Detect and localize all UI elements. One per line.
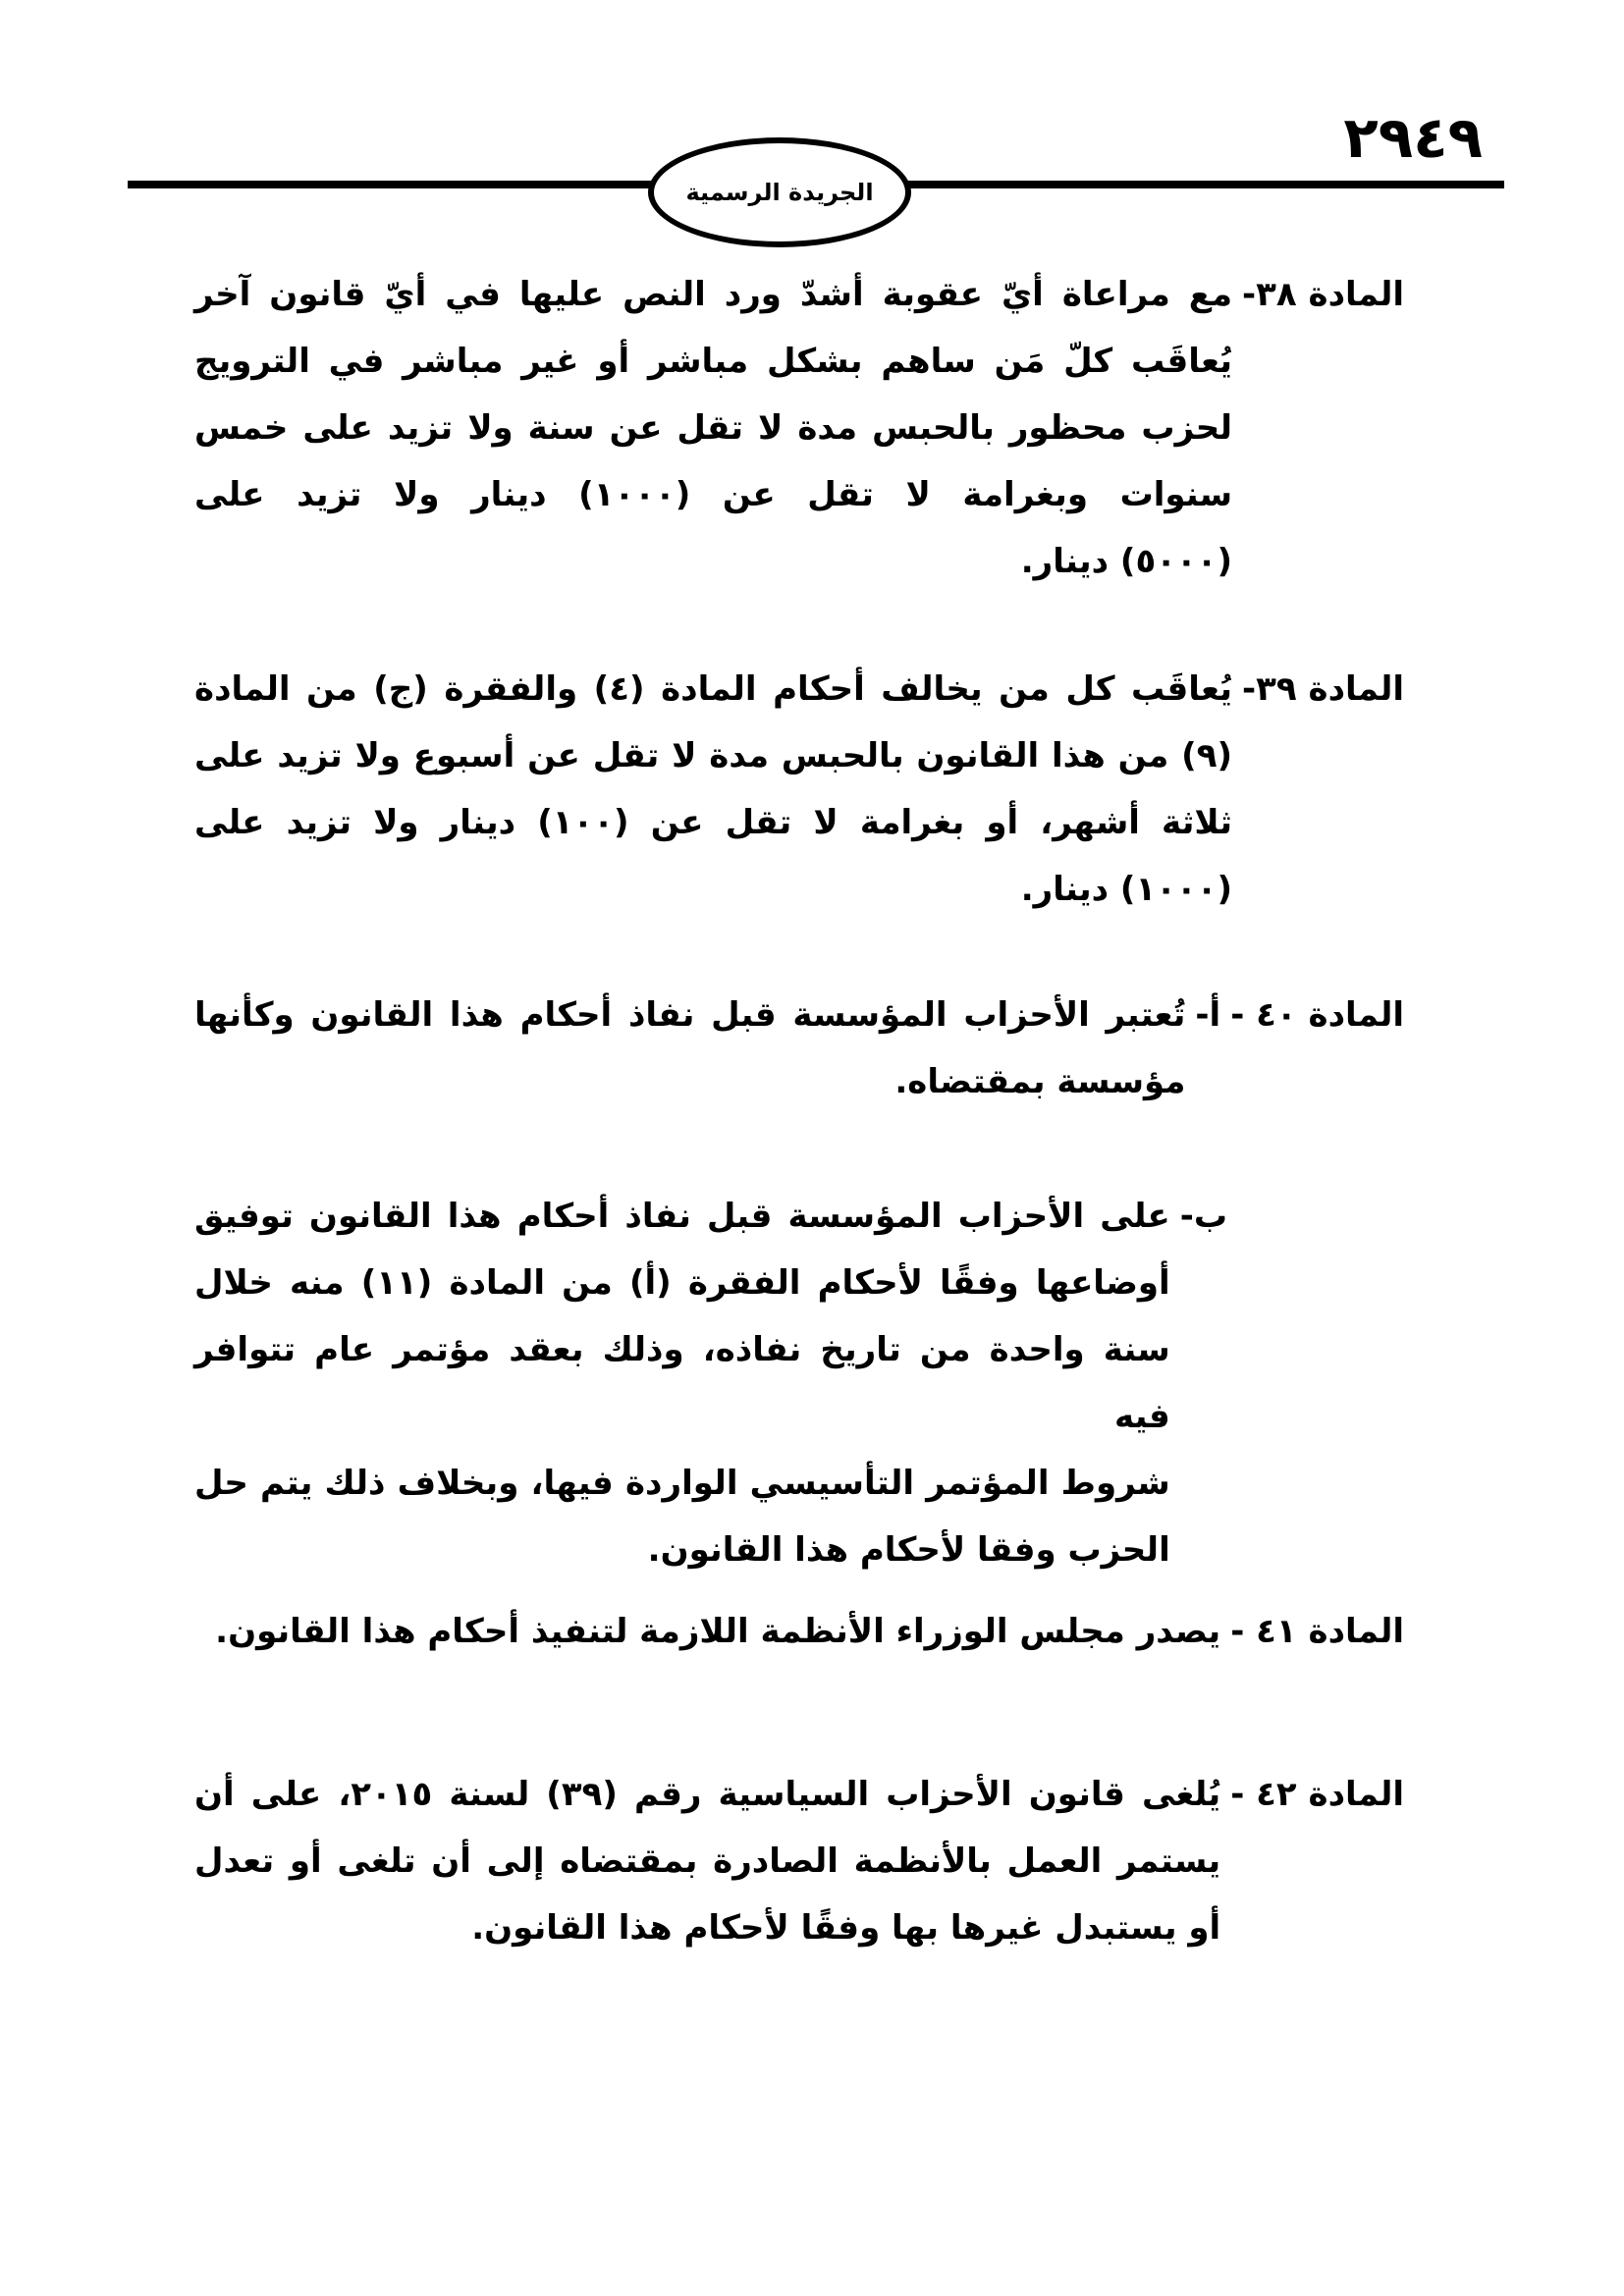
subsection-a (194, 982, 1220, 1115)
article-line: على الأحزاب المؤسسة قبل نفاذ أحكام هذا القانون توفيق (194, 1197, 1170, 1236)
article-label: المادة ٣٩- (1242, 669, 1404, 709)
article-label: المادة ٤٠ - (1230, 995, 1404, 1035)
article-39 (194, 656, 1404, 923)
article-line: (١٠٠٠) دينار. (1020, 870, 1233, 909)
article-40-b (194, 1183, 1227, 1583)
article-line: سنوات وبغرامة لا تقل عن (١٠٠٠) دينار ولا تزيد على (194, 475, 1233, 514)
article-body (194, 1761, 1220, 1961)
article-line: لحزب محظور بالحبس مدة لا تقل عن سنة ولا تزيد على خمس (194, 408, 1233, 448)
article-line: أو يستبدل غيرها بها وفقًا لأحكام هذا القانون. (471, 1908, 1221, 1948)
article-line: يُعاقَب كلّ مَن ساهم بشكل مباشر أو غير مباشر في الترويج (194, 342, 1233, 381)
article-line: مع مراعاة أيّ عقوبة أشدّ ورد النص عليها في أيّ قانون آخر (194, 275, 1233, 314)
article-line: أوضاعها وفقًا لأحكام الفقرة (أ) من المادة (١١) منه خلال (194, 1263, 1170, 1303)
article-line: تُعتبر الأحزاب المؤسسة قبل نفاذ أحكام هذا القانون وكأنها (194, 995, 1186, 1035)
article-label: المادة ٤٢ - (1230, 1775, 1404, 1814)
article-line: شروط المؤتمر التأسيسي الواردة فيها، وبخلاف ذلك يتم حل (194, 1464, 1170, 1503)
subsection-label: ب- (1179, 1197, 1227, 1236)
article-40 (194, 982, 1404, 1115)
article-line: يُلغى قانون الأحزاب السياسية رقم (٣٩) لسنة ٢٠١٥، على أن (194, 1775, 1221, 1814)
article-body (194, 656, 1232, 923)
subsection-label: أ- (1195, 995, 1221, 1035)
gazette-title-oval (648, 137, 911, 247)
article-body (194, 982, 1220, 1115)
subsection-body (194, 1183, 1170, 1583)
article-line: الحزب وفقا لأحكام هذا القانون. (647, 1530, 1170, 1570)
article-line: (٥٠٠٠) دينار. (1020, 542, 1233, 581)
gazette-title: الجريدة الرسمية (685, 179, 874, 206)
article-38 (194, 261, 1404, 595)
article-line: ثلاثة أشهر، أو بغرامة لا تقل عن (١٠٠) دينار ولا تزيد على (194, 803, 1233, 842)
subsection-b (194, 1183, 1227, 1583)
article-body (194, 261, 1232, 595)
article-line: يُعاقَب كل من يخالف أحكام المادة (٤) والفقرة (ج) من المادة (194, 669, 1233, 709)
article-label: المادة ٤١ - (1230, 1612, 1404, 1651)
subsection-body (194, 982, 1185, 1115)
article-line: (٩) من هذا القانون بالحبس مدة لا تقل عن أسبوع ولا تزيد على (194, 736, 1233, 775)
article-41 (194, 1598, 1404, 1665)
article-42 (194, 1761, 1404, 1961)
article-line: مؤسسة بمقتضاه. (894, 1062, 1186, 1101)
article-line: يستمر العمل بالأنظمة الصادرة بمقتضاه إلى أن تلغى أو تعدل (194, 1842, 1221, 1881)
article-label: المادة ٣٨- (1242, 275, 1404, 314)
article-body: يصدر مجلس الوزراء الأنظمة اللازمة لتنفيذ أحكام هذا القانون. (215, 1612, 1221, 1651)
page-number: ٢٩٤٩ (1343, 104, 1483, 171)
article-line: سنة واحدة من تاريخ نفاذه، وذلك بعقد مؤتمر عام تتوافر فيه (194, 1330, 1170, 1436)
